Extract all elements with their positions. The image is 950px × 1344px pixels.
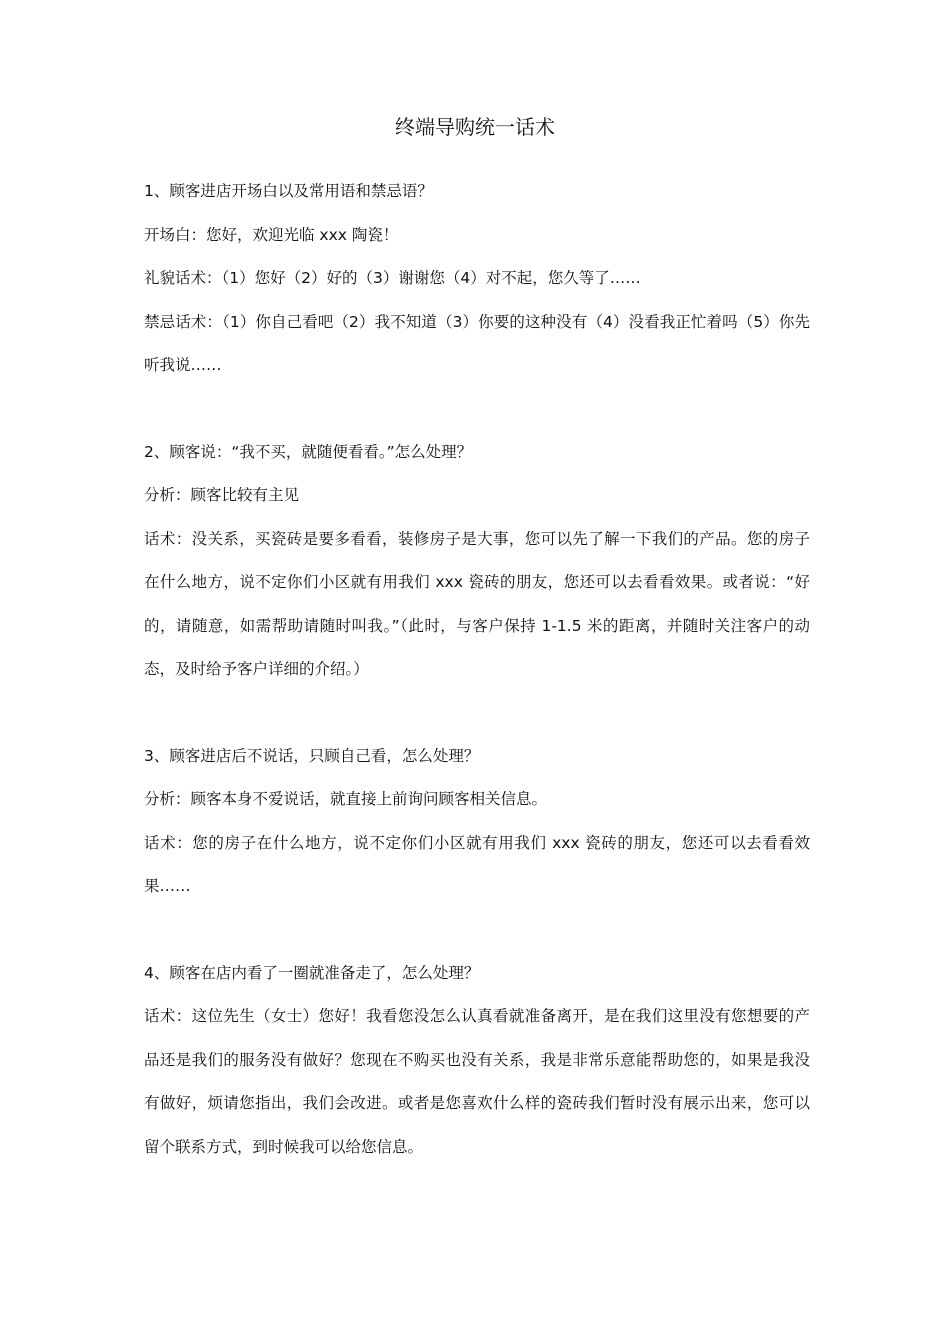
section-gap	[144, 692, 810, 735]
section-line: 话术：没关系，买瓷砖是要多看看，装修房子是大事，您可以先了解一下我们的产品。您的房子在什么地方，说不定你们小区就有用我们 xxx 瓷砖的朋友，您还可以去看看效果。或者说：“好的，请随意，如需帮助请随时叫我。”（此时，与客户保持 1-1.5 米的距离，并随时关注客户的动态，及时给予客户详细的介绍。）	[144, 529, 810, 678]
section-line: 话术：这位先生（女士）您好！我看您没怎么认真看就准备离开，是在我们这里没有您想要的产品还是我们的服务没有做好？您现在不购买也没有关系，我是非常乐意能帮助您的，如果是我没有做好，烦请您指出，我们会改进。或者是您喜欢什么样的瓷砖我们暂时没有展示出来，您可以留个联系方式，到时候我可以给您信息。	[144, 1007, 810, 1156]
section-heading: 2、顾客说：“我不买，就随便看看。”怎么处理？	[144, 442, 473, 461]
section-1	[144, 170, 810, 388]
section-line: 分析：顾客本身不爱说话，就直接上前询问顾客相关信息。	[144, 790, 548, 808]
section-gap	[144, 388, 810, 431]
section-line: 礼貌话术：（1）您好（2）好的（3）谢谢您（4）对不起，您久等了……	[144, 269, 641, 287]
section-line: 话术：您的房子在什么地方，说不定你们小区就有用我们 xxx 瓷砖的朋友，您还可以去看看效果……	[144, 833, 810, 895]
section-4	[144, 952, 810, 1170]
section-line: 分析：顾客比较有主见	[144, 486, 300, 504]
section-line: 禁忌话术：（1）你自己看吧（2）我不知道（3）你要的这种没有（4）没看我正忙着吗（5）你先听我说……	[144, 312, 810, 374]
section-heading: 4、顾客在店内看了一圈就准备走了，怎么处理？	[144, 963, 480, 982]
section-gap	[144, 909, 810, 952]
document-body	[144, 170, 810, 1169]
section-heading: 1、顾客进店开场白以及常用语和禁忌语？	[144, 182, 433, 200]
section-2	[144, 431, 810, 692]
document-title: 终端导购统一话术	[395, 115, 555, 139]
section-heading: 3、顾客进店后不说话，只顾自己看，怎么处理？	[144, 746, 480, 765]
section-line: 开场白：您好，欢迎光临 xxx 陶瓷！	[144, 225, 399, 244]
section-3	[144, 735, 810, 909]
